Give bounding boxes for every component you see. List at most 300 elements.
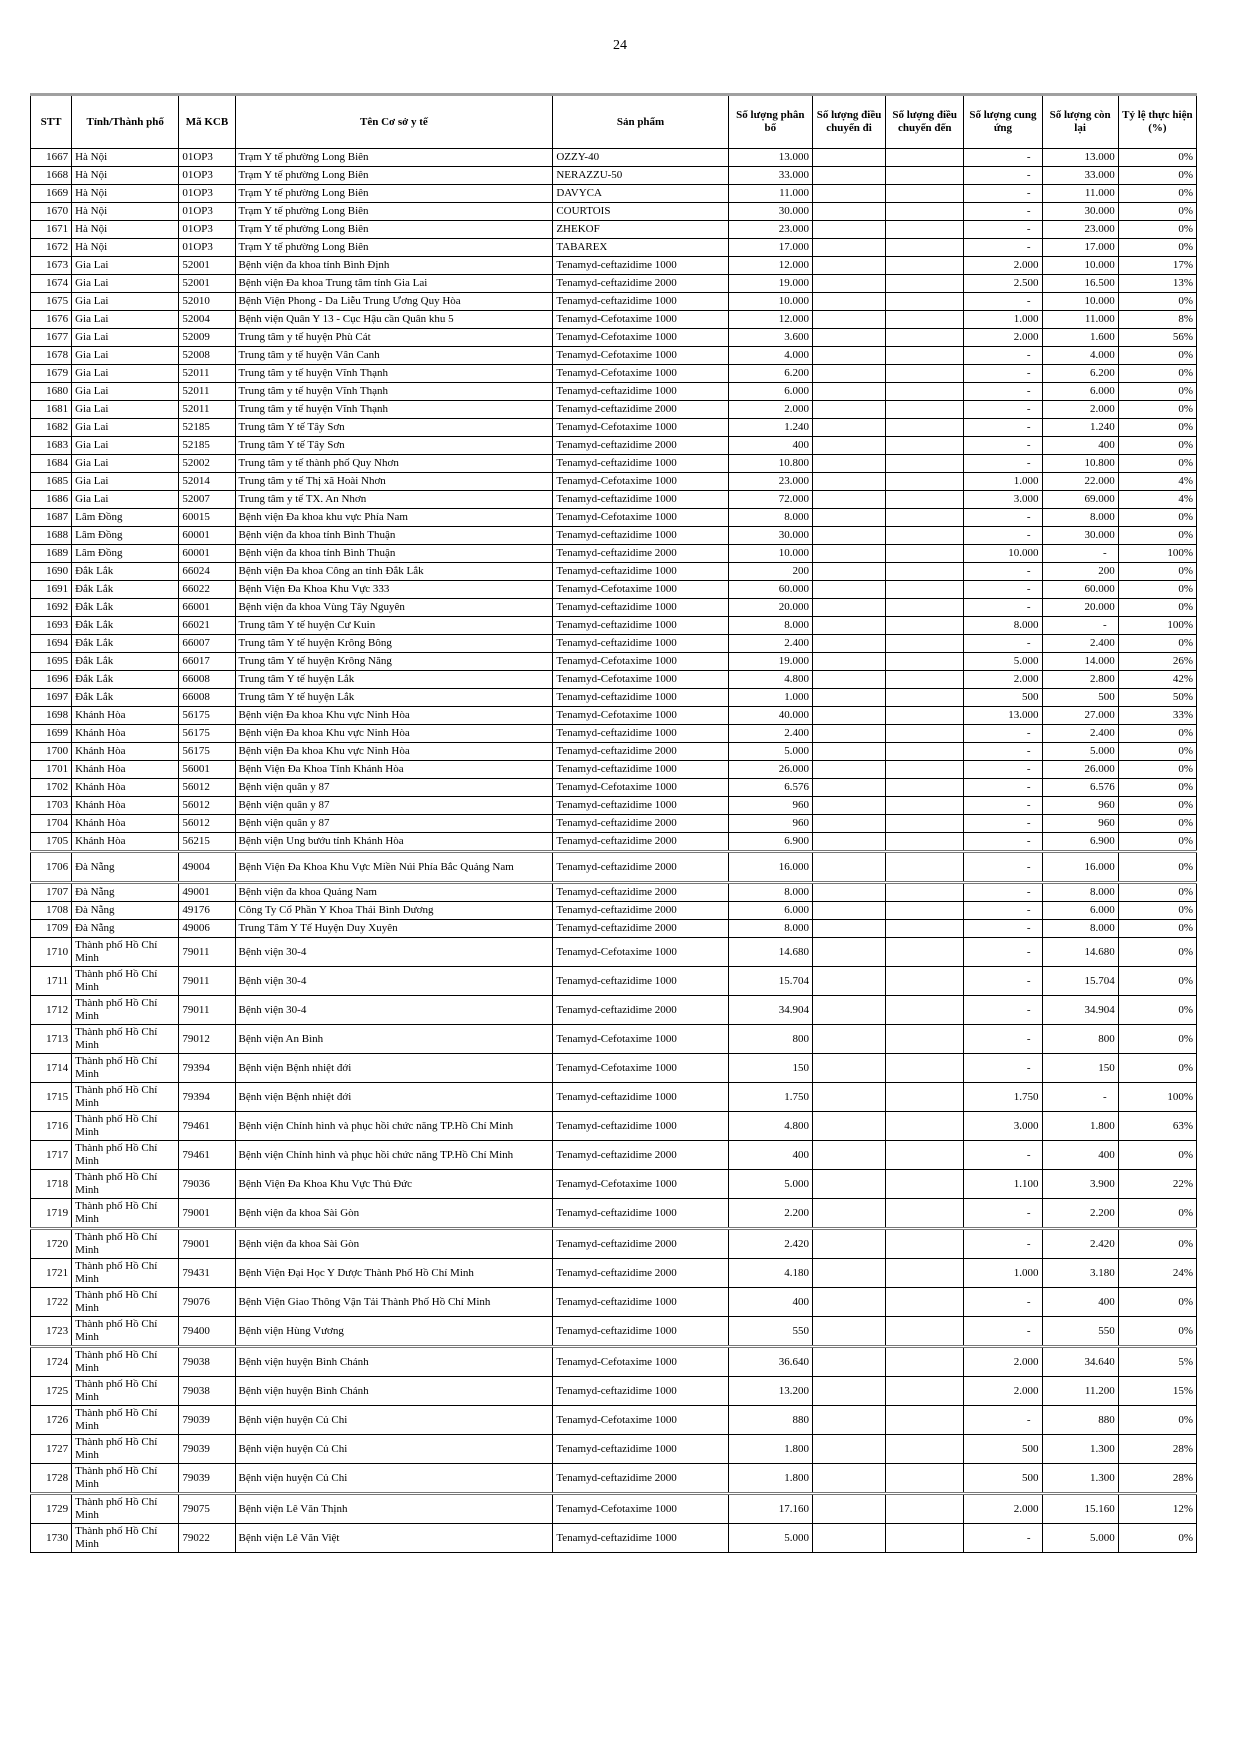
table-row bbox=[31, 1083, 1197, 1112]
table-cell: 79036 bbox=[179, 1170, 235, 1199]
table-row bbox=[31, 883, 1197, 902]
table-cell: 8.000 bbox=[1042, 509, 1118, 527]
table-row bbox=[31, 365, 1197, 383]
table-row bbox=[31, 1494, 1197, 1524]
table-cell: 17.000 bbox=[728, 239, 812, 257]
table-cell bbox=[886, 707, 964, 725]
table-cell: Đắk Lắk bbox=[72, 671, 179, 689]
table-cell: 8% bbox=[1118, 311, 1196, 329]
table-cell: - bbox=[964, 1406, 1042, 1435]
table-cell: 2.000 bbox=[964, 1494, 1042, 1524]
table-row bbox=[31, 599, 1197, 617]
table-cell: 1.800 bbox=[728, 1464, 812, 1494]
table-cell: 27.000 bbox=[1042, 707, 1118, 725]
table-cell: 0% bbox=[1118, 347, 1196, 365]
table-cell: 11.000 bbox=[1042, 311, 1118, 329]
table-cell bbox=[886, 203, 964, 221]
table-cell: 1729 bbox=[31, 1494, 72, 1524]
table-cell: 56175 bbox=[179, 743, 235, 761]
table-cell: 4.800 bbox=[728, 1112, 812, 1141]
table-cell: 2.500 bbox=[964, 275, 1042, 293]
table-cell: Gia Lai bbox=[72, 419, 179, 437]
table-cell: 16.000 bbox=[728, 852, 812, 883]
table-cell: 52010 bbox=[179, 293, 235, 311]
table-cell: Bệnh viện Lê Văn Việt bbox=[235, 1524, 553, 1553]
table-cell bbox=[812, 1054, 885, 1083]
table-cell: 79038 bbox=[179, 1377, 235, 1406]
table-row bbox=[31, 1406, 1197, 1435]
table-cell: 15.704 bbox=[1042, 967, 1118, 996]
table-cell: 1711 bbox=[31, 967, 72, 996]
table-cell: - bbox=[964, 725, 1042, 743]
table-cell bbox=[886, 1377, 964, 1406]
column-header: Tỷ lệ thực hiện (%) bbox=[1118, 95, 1196, 149]
table-row bbox=[31, 671, 1197, 689]
table-cell: 0% bbox=[1118, 221, 1196, 239]
table-cell: 6.900 bbox=[728, 833, 812, 852]
table-cell bbox=[812, 545, 885, 563]
table-cell: 1685 bbox=[31, 473, 72, 491]
column-header: Số lượng phân bổ bbox=[728, 95, 812, 149]
table-cell: COURTOIS bbox=[553, 203, 728, 221]
table-row bbox=[31, 689, 1197, 707]
table-cell: 960 bbox=[728, 815, 812, 833]
table-cell: 34.904 bbox=[1042, 996, 1118, 1025]
table-cell: 1.800 bbox=[728, 1435, 812, 1464]
table-cell: Tenamyd-ceftazidime 1000 bbox=[553, 383, 728, 401]
table-cell: Tenamyd-Cefotaxime 1000 bbox=[553, 1170, 728, 1199]
table-cell bbox=[886, 455, 964, 473]
table-cell: - bbox=[964, 1141, 1042, 1170]
table-cell: 400 bbox=[728, 1288, 812, 1317]
table-cell: 1722 bbox=[31, 1288, 72, 1317]
table-cell: 22.000 bbox=[1042, 473, 1118, 491]
table-cell: 1728 bbox=[31, 1464, 72, 1494]
table-cell: 2.400 bbox=[1042, 635, 1118, 653]
table-cell: Hà Nội bbox=[72, 185, 179, 203]
table-cell: - bbox=[1042, 617, 1118, 635]
table-cell: Tenamyd-Cefotaxime 1000 bbox=[553, 1406, 728, 1435]
table-cell: 1717 bbox=[31, 1141, 72, 1170]
table-row bbox=[31, 167, 1197, 185]
table-cell: 5% bbox=[1118, 1347, 1196, 1377]
table-cell: Tenamyd-ceftazidime 1000 bbox=[553, 1435, 728, 1464]
table-cell: Tenamyd-Cefotaxime 1000 bbox=[553, 419, 728, 437]
table-row bbox=[31, 1229, 1197, 1259]
table-cell bbox=[812, 401, 885, 419]
table-cell: - bbox=[964, 938, 1042, 967]
table-row bbox=[31, 653, 1197, 671]
table-cell: Thành phố Hồ Chí Minh bbox=[72, 1406, 179, 1435]
table-row bbox=[31, 996, 1197, 1025]
table-row bbox=[31, 239, 1197, 257]
table-cell: 1.300 bbox=[1042, 1464, 1118, 1494]
table-cell: Tenamyd-ceftazidime 1000 bbox=[553, 725, 728, 743]
table-cell: Tenamyd-Cefotaxime 1000 bbox=[553, 1494, 728, 1524]
table-cell bbox=[886, 833, 964, 852]
table-cell: 52004 bbox=[179, 311, 235, 329]
table-cell bbox=[812, 689, 885, 707]
table-cell: 0% bbox=[1118, 635, 1196, 653]
table-cell bbox=[886, 725, 964, 743]
table-row bbox=[31, 581, 1197, 599]
table-cell: 79394 bbox=[179, 1083, 235, 1112]
table-cell: Tenamyd-ceftazidime 2000 bbox=[553, 920, 728, 938]
table-cell bbox=[886, 149, 964, 167]
table-cell: 4.000 bbox=[1042, 347, 1118, 365]
table-cell: Tenamyd-ceftazidime 1000 bbox=[553, 967, 728, 996]
table-cell: Khánh Hòa bbox=[72, 797, 179, 815]
table-cell bbox=[886, 761, 964, 779]
table-row bbox=[31, 185, 1197, 203]
table-cell: 10.000 bbox=[964, 545, 1042, 563]
table-cell: 1691 bbox=[31, 581, 72, 599]
table-cell: 66022 bbox=[179, 581, 235, 599]
table-cell: Bệnh viện Lê Văn Thịnh bbox=[235, 1494, 553, 1524]
table-row bbox=[31, 743, 1197, 761]
table-row bbox=[31, 293, 1197, 311]
table-cell: 0% bbox=[1118, 509, 1196, 527]
table-cell bbox=[886, 221, 964, 239]
table-cell: 1673 bbox=[31, 257, 72, 275]
table-cell: 52011 bbox=[179, 365, 235, 383]
table-cell: 56% bbox=[1118, 329, 1196, 347]
table-cell: 16.000 bbox=[1042, 852, 1118, 883]
table-cell: 0% bbox=[1118, 725, 1196, 743]
table-cell: 100% bbox=[1118, 545, 1196, 563]
table-row bbox=[31, 311, 1197, 329]
table-cell bbox=[886, 419, 964, 437]
table-cell bbox=[886, 167, 964, 185]
table-cell: 15.160 bbox=[1042, 1494, 1118, 1524]
table-cell: 66008 bbox=[179, 689, 235, 707]
table-cell: 1703 bbox=[31, 797, 72, 815]
table-cell: 28% bbox=[1118, 1464, 1196, 1494]
table-cell: Thành phố Hồ Chí Minh bbox=[72, 1288, 179, 1317]
table-cell: 56175 bbox=[179, 707, 235, 725]
table-cell: - bbox=[964, 599, 1042, 617]
table-cell: 79075 bbox=[179, 1494, 235, 1524]
table-cell: 2.400 bbox=[1042, 725, 1118, 743]
table-cell bbox=[886, 938, 964, 967]
table-cell: 49001 bbox=[179, 883, 235, 902]
table-cell: 79038 bbox=[179, 1347, 235, 1377]
table-cell: 69.000 bbox=[1042, 491, 1118, 509]
table-cell bbox=[812, 883, 885, 902]
table-cell: Tenamyd-ceftazidime 1000 bbox=[553, 563, 728, 581]
table-row bbox=[31, 329, 1197, 347]
table-cell: 200 bbox=[728, 563, 812, 581]
table-cell: Thành phố Hồ Chí Minh bbox=[72, 1377, 179, 1406]
table-cell: 960 bbox=[1042, 797, 1118, 815]
table-cell: 16.500 bbox=[1042, 275, 1118, 293]
column-header: Sản phẩm bbox=[553, 95, 728, 149]
table-cell: - bbox=[964, 221, 1042, 239]
table-cell: 10.800 bbox=[728, 455, 812, 473]
table-cell bbox=[812, 1199, 885, 1229]
table-cell: Trung tâm y tế Thị xã Hoài Nhơn bbox=[235, 473, 553, 491]
table-cell bbox=[812, 185, 885, 203]
table-cell: Tenamyd-Cefotaxime 1000 bbox=[553, 329, 728, 347]
table-cell: 30.000 bbox=[1042, 527, 1118, 545]
table-cell: - bbox=[964, 293, 1042, 311]
table-cell: 0% bbox=[1118, 383, 1196, 401]
table-cell: 0% bbox=[1118, 1406, 1196, 1435]
table-cell: 1.300 bbox=[1042, 1435, 1118, 1464]
table-cell: 6.000 bbox=[1042, 902, 1118, 920]
table-cell: 79461 bbox=[179, 1141, 235, 1170]
table-cell bbox=[886, 671, 964, 689]
table-cell: 79039 bbox=[179, 1435, 235, 1464]
table-cell: Bệnh viện huyện Củ Chi bbox=[235, 1406, 553, 1435]
table-cell: 1683 bbox=[31, 437, 72, 455]
table-cell: Bệnh viện 30-4 bbox=[235, 996, 553, 1025]
table-cell bbox=[812, 653, 885, 671]
allocation-table bbox=[30, 93, 1197, 1553]
table-cell: Thành phố Hồ Chí Minh bbox=[72, 1494, 179, 1524]
table-cell: Đà Nẵng bbox=[72, 852, 179, 883]
table-cell: 01OP3 bbox=[179, 185, 235, 203]
table-cell: 66008 bbox=[179, 671, 235, 689]
table-cell: 1678 bbox=[31, 347, 72, 365]
table-cell: 11.000 bbox=[1042, 185, 1118, 203]
table-cell: 22% bbox=[1118, 1170, 1196, 1199]
column-header: Số lượng cung ứng bbox=[964, 95, 1042, 149]
table-cell: Gia Lai bbox=[72, 257, 179, 275]
table-cell bbox=[886, 527, 964, 545]
table-row bbox=[31, 1435, 1197, 1464]
table-cell: Tenamyd-ceftazidime 1000 bbox=[553, 599, 728, 617]
table-cell: 72.000 bbox=[728, 491, 812, 509]
table-cell bbox=[812, 1464, 885, 1494]
table-cell: Trạm Y tế phường Long Biên bbox=[235, 203, 553, 221]
table-cell: Trung tâm Y tế huyện Cư Kuin bbox=[235, 617, 553, 635]
table-cell bbox=[812, 1288, 885, 1317]
table-cell bbox=[812, 257, 885, 275]
table-cell: Bệnh viện đa khoa tỉnh Bình Định bbox=[235, 257, 553, 275]
table-cell bbox=[812, 938, 885, 967]
table-cell: Bệnh Viện Đa Khoa Tỉnh Khánh Hòa bbox=[235, 761, 553, 779]
table-cell: 52014 bbox=[179, 473, 235, 491]
table-row bbox=[31, 383, 1197, 401]
table-cell: 0% bbox=[1118, 527, 1196, 545]
table-cell: 1672 bbox=[31, 239, 72, 257]
table-cell: 17.000 bbox=[1042, 239, 1118, 257]
table-row bbox=[31, 1347, 1197, 1377]
table-cell: 200 bbox=[1042, 563, 1118, 581]
table-cell bbox=[886, 996, 964, 1025]
table-cell: 0% bbox=[1118, 149, 1196, 167]
table-cell: Hà Nội bbox=[72, 149, 179, 167]
table-cell: 550 bbox=[1042, 1317, 1118, 1347]
table-cell: 4.000 bbox=[728, 347, 812, 365]
table-cell: Tenamyd-ceftazidime 1000 bbox=[553, 293, 728, 311]
table-cell: 2.200 bbox=[1042, 1199, 1118, 1229]
table-cell: 79012 bbox=[179, 1025, 235, 1054]
table-cell: 79431 bbox=[179, 1259, 235, 1288]
table-cell: Bệnh viện Đa khoa Công an tỉnh Đắk Lắk bbox=[235, 563, 553, 581]
table-cell: - bbox=[964, 239, 1042, 257]
table-row bbox=[31, 1464, 1197, 1494]
table-cell: 1669 bbox=[31, 185, 72, 203]
table-cell: Hà Nội bbox=[72, 221, 179, 239]
table-cell: 1702 bbox=[31, 779, 72, 797]
table-cell: Tenamyd-Cefotaxime 1000 bbox=[553, 1054, 728, 1083]
table-row bbox=[31, 1141, 1197, 1170]
table-cell: 0% bbox=[1118, 239, 1196, 257]
table-row bbox=[31, 1025, 1197, 1054]
table-cell bbox=[812, 1377, 885, 1406]
table-cell: 6.000 bbox=[728, 383, 812, 401]
table-cell bbox=[812, 1229, 885, 1259]
table-cell: 6.200 bbox=[728, 365, 812, 383]
table-cell: 1.000 bbox=[964, 1259, 1042, 1288]
table-cell: 1700 bbox=[31, 743, 72, 761]
table-cell: 14.000 bbox=[1042, 653, 1118, 671]
table-cell: Bệnh viện Đa khoa Trung tâm tỉnh Gia Lai bbox=[235, 275, 553, 293]
table-cell: - bbox=[964, 779, 1042, 797]
table-row bbox=[31, 1288, 1197, 1317]
table-cell: 1713 bbox=[31, 1025, 72, 1054]
table-cell: 1721 bbox=[31, 1259, 72, 1288]
table-cell bbox=[812, 996, 885, 1025]
table-cell bbox=[886, 1524, 964, 1553]
table-cell bbox=[886, 920, 964, 938]
table-row bbox=[31, 1524, 1197, 1553]
table-cell: 01OP3 bbox=[179, 221, 235, 239]
table-cell: 1677 bbox=[31, 329, 72, 347]
table-cell: Thành phố Hồ Chí Minh bbox=[72, 1464, 179, 1494]
table-cell: 0% bbox=[1118, 167, 1196, 185]
table-cell: 13.000 bbox=[1042, 149, 1118, 167]
table-cell: 1708 bbox=[31, 902, 72, 920]
table-cell: Thành phố Hồ Chí Minh bbox=[72, 1347, 179, 1377]
table-cell: Trung tâm y tế TX. An Nhơn bbox=[235, 491, 553, 509]
table-cell: Hà Nội bbox=[72, 203, 179, 221]
table-cell: 26.000 bbox=[728, 761, 812, 779]
table-cell: 79461 bbox=[179, 1112, 235, 1141]
table-cell: 1680 bbox=[31, 383, 72, 401]
table-row bbox=[31, 797, 1197, 815]
table-cell bbox=[886, 329, 964, 347]
table-cell: 79400 bbox=[179, 1317, 235, 1347]
table-row bbox=[31, 938, 1197, 967]
table-cell: 1.000 bbox=[964, 473, 1042, 491]
table-cell: 52002 bbox=[179, 455, 235, 473]
table-cell bbox=[812, 329, 885, 347]
table-cell: Trung tâm y tế thành phố Quy Nhơn bbox=[235, 455, 553, 473]
table-cell: 52185 bbox=[179, 437, 235, 455]
table-cell: Thành phố Hồ Chí Minh bbox=[72, 1199, 179, 1229]
table-cell: 880 bbox=[728, 1406, 812, 1435]
table-cell: 0% bbox=[1118, 779, 1196, 797]
table-cell bbox=[886, 383, 964, 401]
table-cell bbox=[886, 293, 964, 311]
table-cell: 0% bbox=[1118, 1229, 1196, 1259]
table-cell: 0% bbox=[1118, 852, 1196, 883]
table-cell: 1690 bbox=[31, 563, 72, 581]
table-cell: Lâm Đồng bbox=[72, 527, 179, 545]
table-cell: Khánh Hòa bbox=[72, 779, 179, 797]
table-cell: 49004 bbox=[179, 852, 235, 883]
table-cell bbox=[886, 1199, 964, 1229]
table-cell: ZHEKOF bbox=[553, 221, 728, 239]
table-cell: 17.160 bbox=[728, 1494, 812, 1524]
table-cell: - bbox=[964, 365, 1042, 383]
table-cell: 2.420 bbox=[728, 1229, 812, 1259]
table-cell: Bệnh viện quân y 87 bbox=[235, 815, 553, 833]
table-cell: 400 bbox=[1042, 437, 1118, 455]
table-cell: Bệnh viện 30-4 bbox=[235, 967, 553, 996]
table-cell: 0% bbox=[1118, 1141, 1196, 1170]
table-cell: 33.000 bbox=[1042, 167, 1118, 185]
table-cell bbox=[886, 311, 964, 329]
table-cell: 960 bbox=[1042, 815, 1118, 833]
table-cell: 1667 bbox=[31, 149, 72, 167]
table-cell bbox=[886, 743, 964, 761]
table-cell: - bbox=[964, 1199, 1042, 1229]
table-cell: 19.000 bbox=[728, 275, 812, 293]
table-cell: Trung tâm y tế huyện Phù Cát bbox=[235, 329, 553, 347]
table-cell: 13.000 bbox=[964, 707, 1042, 725]
table-cell: 500 bbox=[964, 1464, 1042, 1494]
table-cell: 56215 bbox=[179, 833, 235, 852]
table-cell: Trung tâm y tế huyện Vân Canh bbox=[235, 347, 553, 365]
table-cell: 1730 bbox=[31, 1524, 72, 1553]
table-cell bbox=[812, 1524, 885, 1553]
table-cell bbox=[812, 761, 885, 779]
table-cell: 1725 bbox=[31, 1377, 72, 1406]
table-cell bbox=[886, 401, 964, 419]
table-cell: Công Ty Cổ Phần Y Khoa Thái Bình Dương bbox=[235, 902, 553, 920]
table-row bbox=[31, 527, 1197, 545]
table-cell: 66001 bbox=[179, 599, 235, 617]
table-cell: Bệnh Viện Phong - Da Liễu Trung Ương Quy Hòa bbox=[235, 293, 553, 311]
table-cell: Thành phố Hồ Chí Minh bbox=[72, 1229, 179, 1259]
table-cell: 0% bbox=[1118, 1199, 1196, 1229]
table-cell: 8.000 bbox=[1042, 883, 1118, 902]
table-cell: Bệnh viện Đa khoa khu vực Phía Nam bbox=[235, 509, 553, 527]
table-row bbox=[31, 1170, 1197, 1199]
table-cell: Tenamyd-Cefotaxime 1000 bbox=[553, 1025, 728, 1054]
table-cell: Đắk Lắk bbox=[72, 563, 179, 581]
table-cell: 23.000 bbox=[728, 221, 812, 239]
table-cell: 0% bbox=[1118, 1317, 1196, 1347]
table-cell: NERAZZU-50 bbox=[553, 167, 728, 185]
table-cell: Tenamyd-ceftazidime 2000 bbox=[553, 902, 728, 920]
table-cell: - bbox=[964, 1524, 1042, 1553]
table-cell: 79394 bbox=[179, 1054, 235, 1083]
table-cell bbox=[812, 563, 885, 581]
table-cell: 0% bbox=[1118, 967, 1196, 996]
table-row bbox=[31, 833, 1197, 852]
table-cell: 0% bbox=[1118, 437, 1196, 455]
table-cell: Trạm Y tế phường Long Biên bbox=[235, 167, 553, 185]
table-cell bbox=[812, 167, 885, 185]
table-cell bbox=[812, 599, 885, 617]
table-cell: Thành phố Hồ Chí Minh bbox=[72, 1435, 179, 1464]
table-cell: 1726 bbox=[31, 1406, 72, 1435]
table-cell: 2.400 bbox=[728, 725, 812, 743]
table-cell bbox=[886, 1317, 964, 1347]
table-cell bbox=[886, 491, 964, 509]
table-cell bbox=[812, 1347, 885, 1377]
table-row bbox=[31, 419, 1197, 437]
table-cell: 0% bbox=[1118, 419, 1196, 437]
column-header: Số lượng còn lại bbox=[1042, 95, 1118, 149]
table-cell: 01OP3 bbox=[179, 167, 235, 185]
table-cell bbox=[812, 617, 885, 635]
